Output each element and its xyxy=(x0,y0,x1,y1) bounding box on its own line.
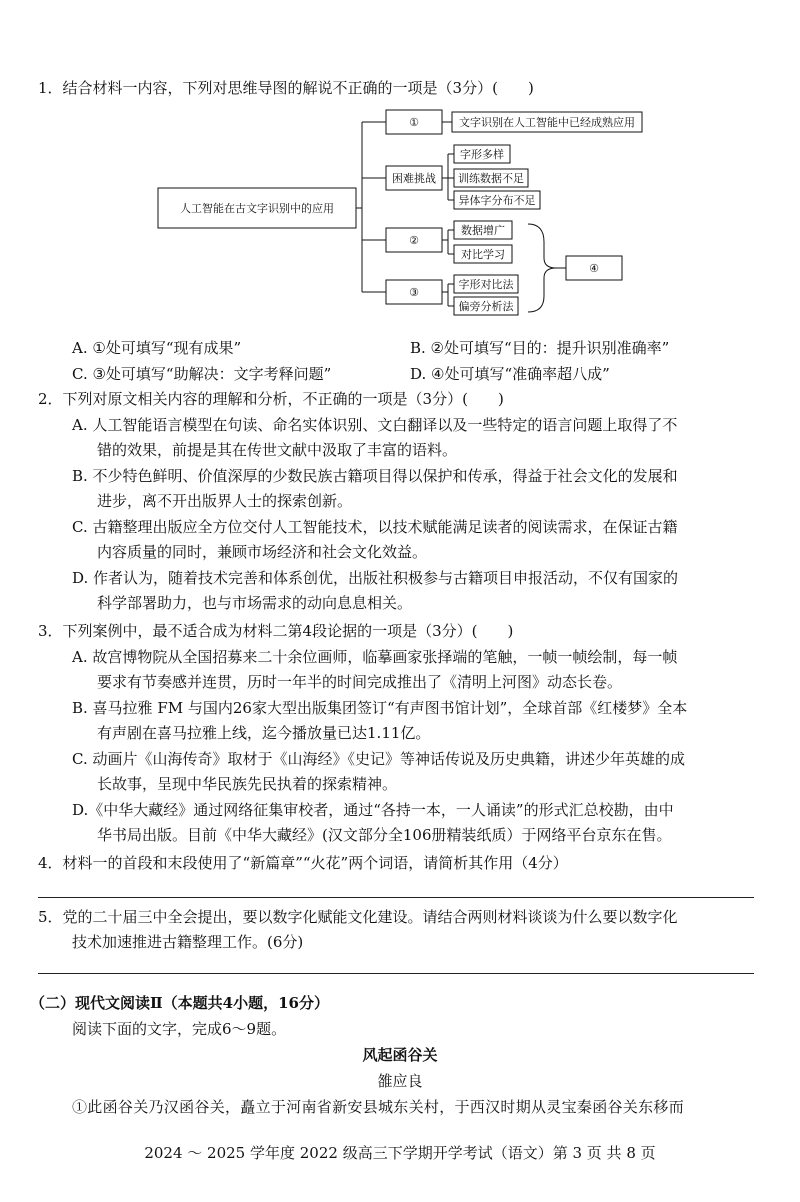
q2-line: A. 人工智能语言模型在句读、命名实体识别、文白翻译以及一些特定的语言问题上取得了不 xyxy=(72,416,678,434)
answer-line xyxy=(38,973,754,974)
q5-stem-cont: 技术加速推进古籍整理工作。(6分) xyxy=(72,933,304,951)
q2-line: D. 作者认为，随着技术完善和体系创优，出版社积极参与古籍项目申报活动，不仅有国家的 xyxy=(72,569,679,587)
section-heading: （二）现代文阅读Ⅱ（本题共4小题，16分） xyxy=(30,994,329,1012)
mind-map-b3-label: ② xyxy=(409,234,419,247)
q4-stem: 4．材料一的首段和末段使用了“新篇章”“火花”两个词语，请简析其作用（4分） xyxy=(38,854,568,872)
mind-map-b2-leaf: 训练数据不足 xyxy=(458,172,524,185)
q3-line: A. 故宫博物院从全国招募来二十余位画师，临摹画家张择端的笔触，一帧一帧绘制，每一帧 xyxy=(72,648,678,666)
mind-map-b1-leaf: 文字识别在人工智能中已经成熟应用 xyxy=(459,116,635,129)
q3-line: 有声剧在喜马拉雅上线，迄今播放量已达1.11亿。 xyxy=(97,724,431,742)
mind-map-b3-leaf: 对比学习 xyxy=(461,248,505,261)
q2-line: C. 古籍整理出版应全方位交付人工智能技术，以技术赋能满足读者的阅读需求，在保证古籍 xyxy=(72,518,678,536)
q1-stem: 1．结合材料一内容，下列对思维导图的解说不正确的一项是（3分）( ) xyxy=(38,79,534,97)
article-author: 雒应良 xyxy=(377,1072,423,1090)
q3-line: B. 喜马拉雅 FM 与国内26家大型出版集团签订“有声图书馆计划”，全球首部《红楼梦》全本 xyxy=(72,699,688,717)
q2-line: 科学部署助力，也与市场需求的动向息息相关。 xyxy=(97,594,413,612)
mind-map-b4-label: ③ xyxy=(409,286,419,299)
q3-line: C. 动画片《山海传奇》取材于《山海经》《史记》等神话传说及历史典籍，讲述少年英雄的成 xyxy=(72,750,685,768)
q2-line: B. 不少特色鲜明、价值深厚的少数民族古籍项目得以保护和传承，得益于社会文化的发展和 xyxy=(72,467,678,485)
q2-line: 错的效果，前提是其在传世文献中汲取了丰富的语料。 xyxy=(97,441,458,459)
reading-instruction: 阅读下面的文字，完成6～9题。 xyxy=(72,1020,287,1038)
q1-option-c: C. ③处可填写“助解决：文字考释问题” xyxy=(72,365,332,383)
q1-option-a: A. ①处可填写“现有成果” xyxy=(72,339,242,357)
mind-map-b1-label: ① xyxy=(409,116,419,129)
mind-map-b4-leaf: 字形对比法 xyxy=(458,278,514,291)
mind-map-b2-label: 困难挑战 xyxy=(392,172,436,185)
page-footer: 2024 ～ 2025 学年度 2022 级高三下学期开学考试（语文）第 3 页 共 8 页 xyxy=(144,1144,656,1162)
mind-map-b4-leaf: 偏旁分析法 xyxy=(458,300,514,313)
q2-stem: 2．下列对原文相关内容的理解和分析，不正确的一项是（3分）( ) xyxy=(38,390,504,408)
q3-line: 要求有节奏感并连贯，历时一年半的时间完成推出了《清明上河图》动态长卷。 xyxy=(97,673,623,691)
mind-map-right-label: ④ xyxy=(589,262,599,275)
article-paragraph: ①此函谷关乃汉函谷关，矗立于河南省新安县城东关村，于西汉时期从灵宝秦函谷关东移而 xyxy=(72,1098,685,1116)
q3-line: D.《中华大藏经》通过网络征集审校者，通过“各持一本，一人诵读”的形式汇总校勘，由中 xyxy=(72,801,674,819)
q1-option-b: B. ②处可填写“目的：提升识别准确率” xyxy=(410,339,670,357)
q3-line: 长故事，呈现中华民族先民执着的探索精神。 xyxy=(97,775,398,793)
q1-option-d: D. ④处可填写“准确率超八成” xyxy=(410,365,610,383)
q3-stem: 3．下列案例中，最不适合成为材料二第4段论据的一项是（3分）( ) xyxy=(38,622,514,640)
mind-map-b3-leaf: 数据增广 xyxy=(461,224,505,237)
mind-map-diagram xyxy=(0,0,800,340)
mind-map-b2-leaf: 字形多样 xyxy=(460,148,504,161)
q5-stem: 5．党的二十届三中全会提出，要以数字化赋能文化建设。请结合两则材料谈谈为什么要以数字化 xyxy=(38,908,678,926)
answer-line xyxy=(38,897,754,898)
mind-map-b2-leaf: 异体字分布不足 xyxy=(458,194,536,207)
q3-line: 华书局出版。目前《中华大藏经》(汉文部分全106册精装纸质）于网络平台京东在售。 xyxy=(97,826,672,844)
q2-line: 内容质量的同时，兼顾市场经济和社会文化效益。 xyxy=(97,543,428,561)
article-title: 风起函谷关 xyxy=(362,1046,438,1064)
mind-map-root-label: 人工智能在古文字识别中的应用 xyxy=(180,202,334,215)
q2-line: 进步，离不开出版界人士的探索创新。 xyxy=(97,492,353,510)
